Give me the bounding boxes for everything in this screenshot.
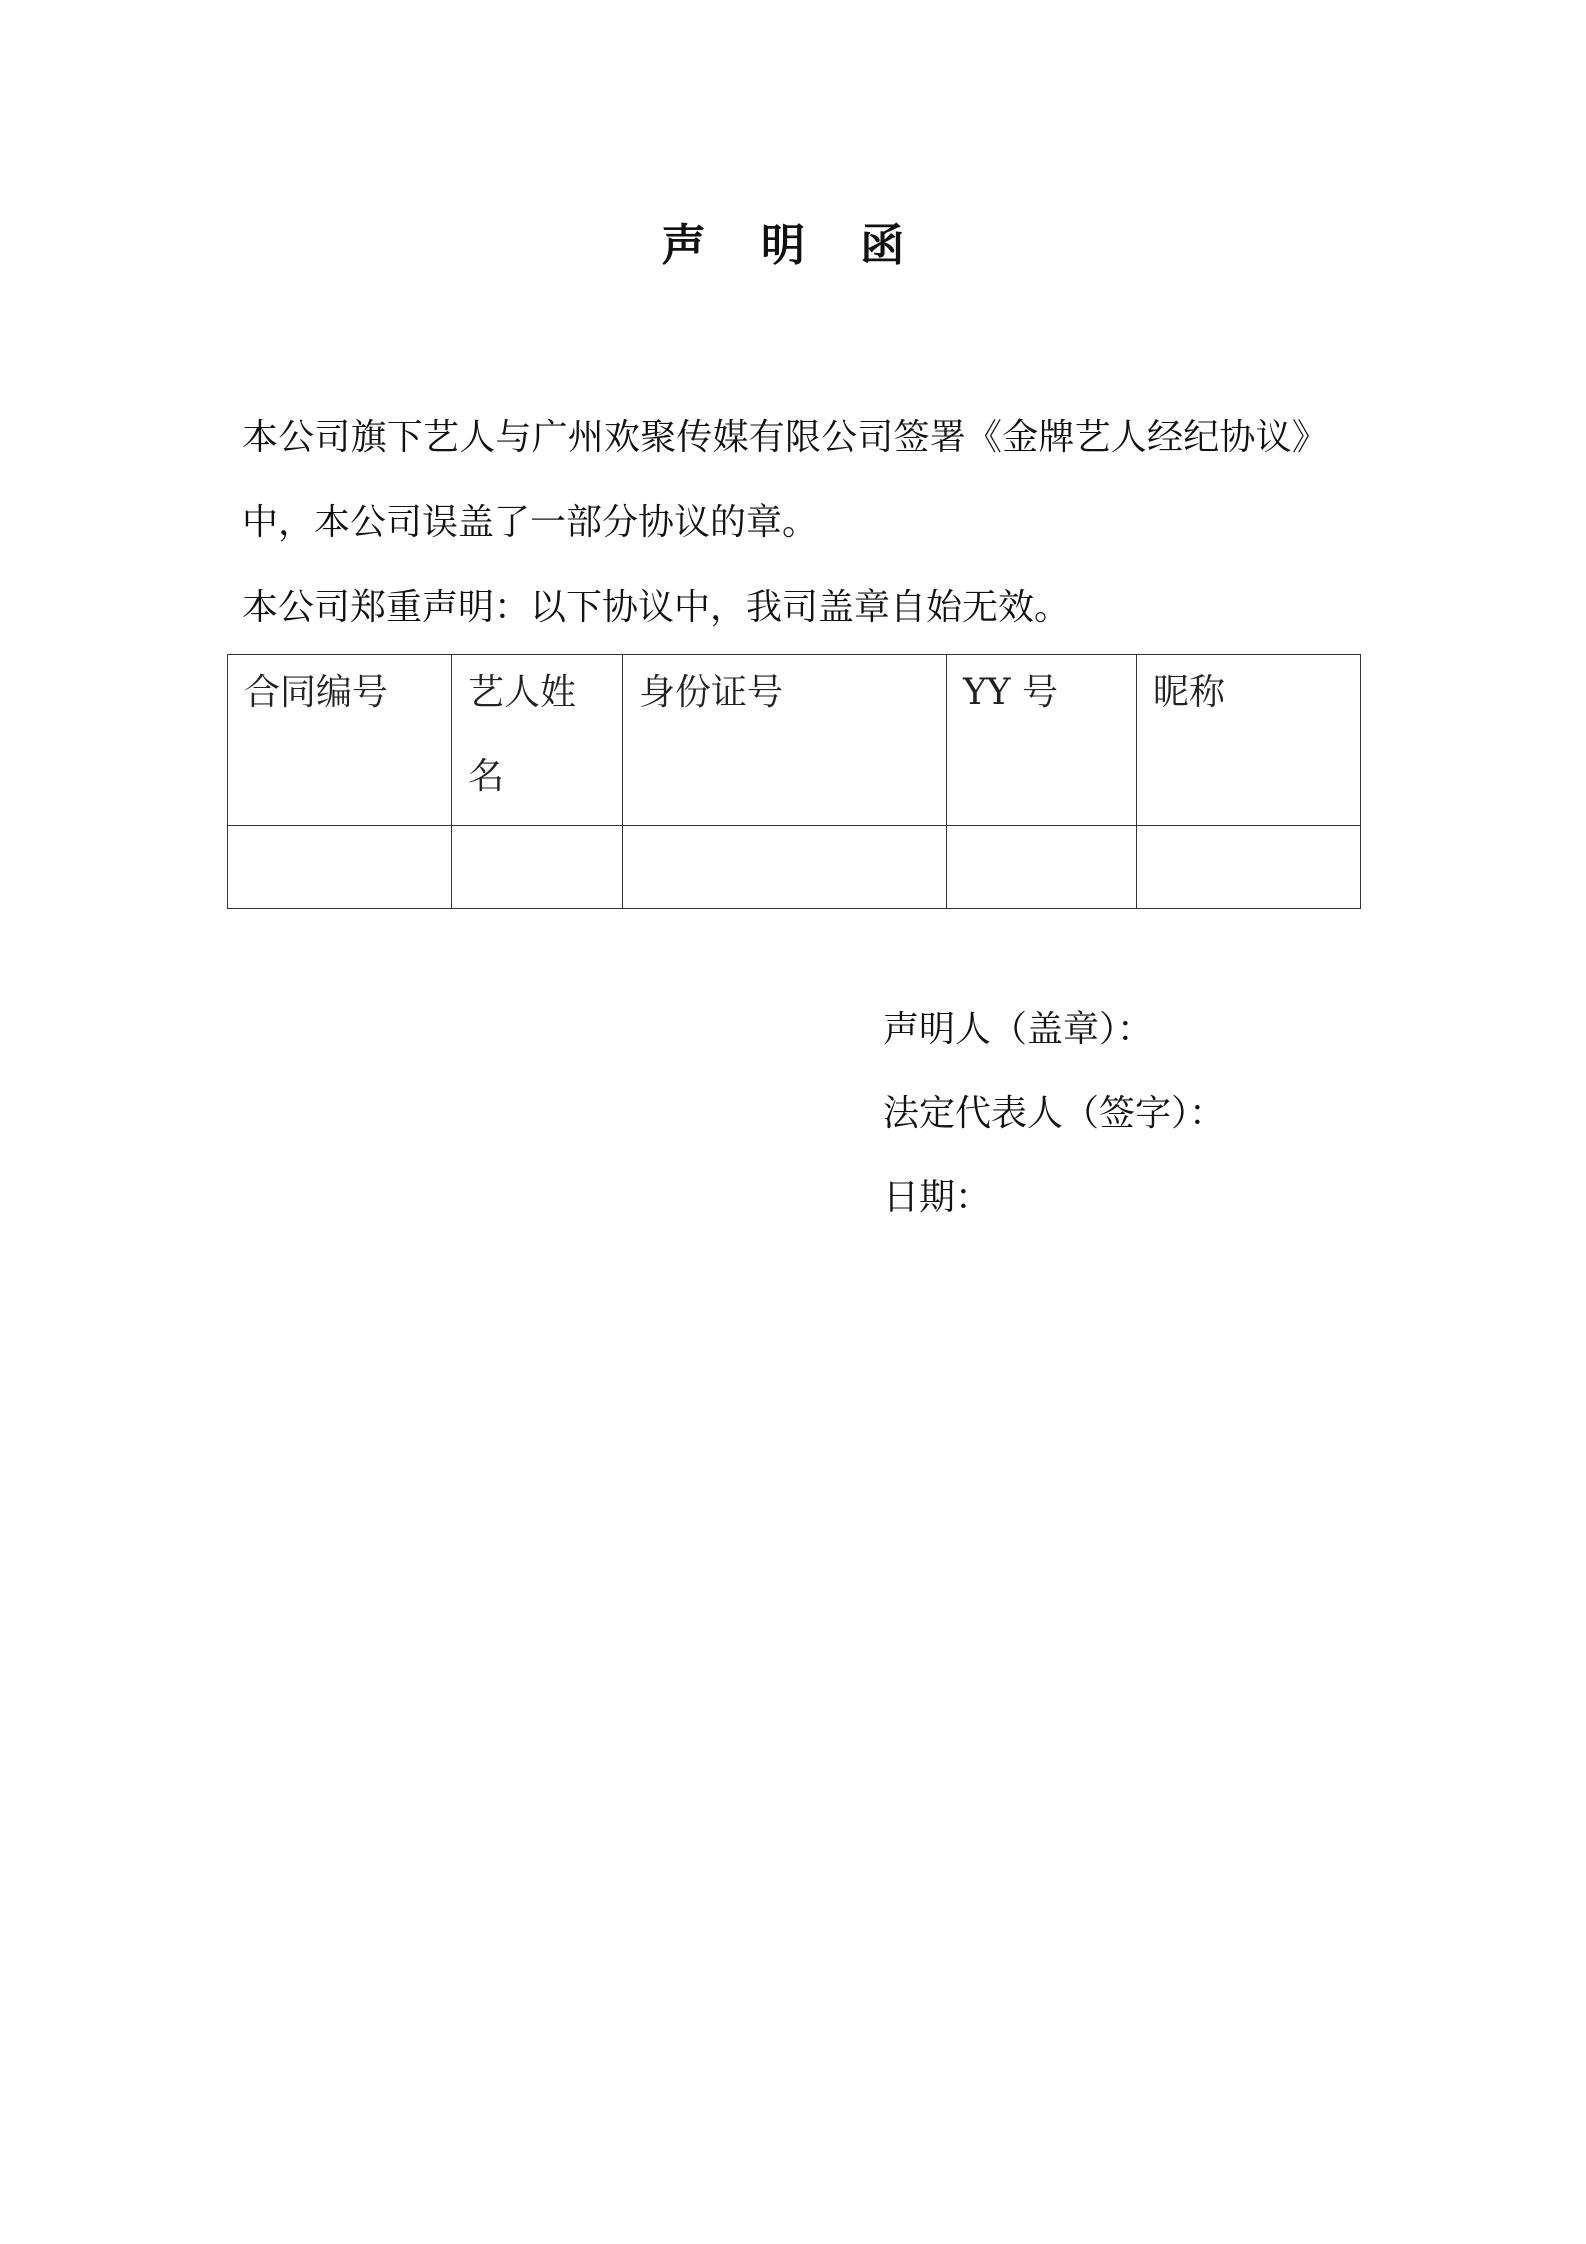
table-cell <box>623 826 947 909</box>
table-cell <box>452 826 623 909</box>
table-cell <box>1137 826 1361 909</box>
table-cell <box>947 826 1137 909</box>
header-cell-contract-number <box>228 655 452 826</box>
header-label: YY 号 <box>963 672 1058 713</box>
body-paragraph-2: 中，本公司误盖了一部分协议的章。 <box>242 502 819 543</box>
header-label: 艺人姓名 <box>468 672 577 797</box>
header-cell-nickname <box>1137 655 1361 826</box>
legal-representative-signature-line: 法定代表人（签字）： <box>883 1093 1226 1134</box>
header-cell-artist-name <box>452 655 623 826</box>
header-label: 身份证号 <box>639 672 784 713</box>
table-row <box>228 826 1361 909</box>
body-paragraph-1: 本公司旗下艺人与广州欢聚传媒有限公司签署《金牌艺人经纪协议》 <box>242 417 1329 458</box>
table-cell <box>228 826 452 909</box>
table-header-row <box>228 655 1361 826</box>
header-cell-id-number <box>623 655 947 826</box>
header-label: 昵称 <box>1153 672 1226 713</box>
declarant-seal-line: 声明人（盖章）： <box>883 1009 1154 1050</box>
page-title: 声 明 函 <box>661 220 925 271</box>
body-paragraph-3: 本公司郑重声明：以下协议中，我司盖章自始无效。 <box>242 587 1071 628</box>
header-cell-yy-number <box>947 655 1137 826</box>
header-label: 合同编号 <box>244 672 389 713</box>
date-line: 日期： <box>883 1177 992 1218</box>
agreement-table <box>227 654 1361 909</box>
